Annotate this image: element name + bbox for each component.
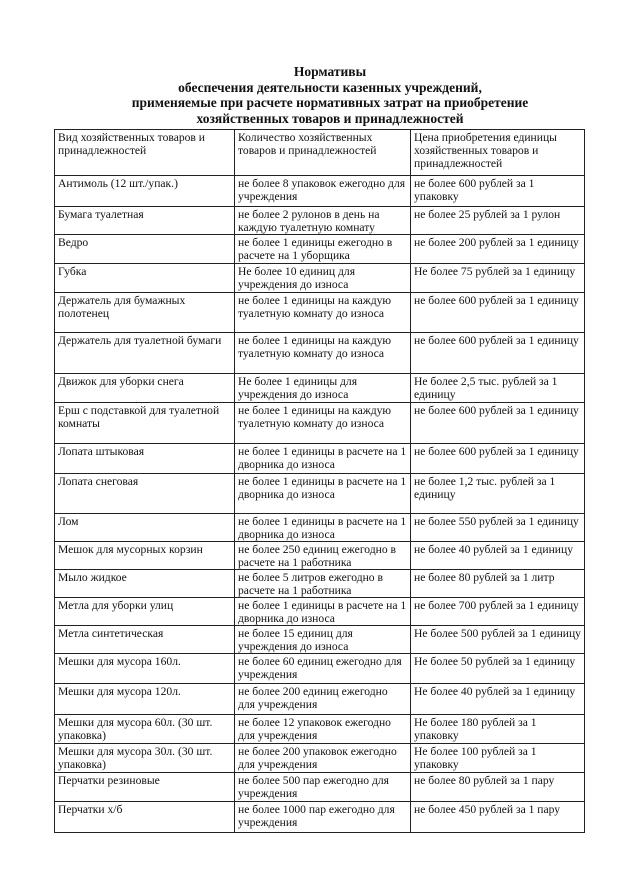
- cell-quantity: не более 1000 пар ежегодно для учреждения: [235, 802, 411, 833]
- document-title: [60, 64, 600, 126]
- table-row: [55, 684, 585, 715]
- table-row: [55, 598, 585, 626]
- table-row: [55, 744, 585, 773]
- title-line: хозяйственных товаров и принадлежностей: [196, 110, 464, 126]
- cell-price: Не более 100 рублей за 1 упаковку: [411, 744, 585, 773]
- cell-price: не более 80 рублей за 1 пару: [411, 773, 585, 802]
- cell-price: не более 200 рублей за 1 единицу: [411, 235, 585, 264]
- cell-quantity: не более 1 единицы в расчете на 1 дворника до износа: [235, 598, 411, 626]
- norms-table: [54, 129, 585, 833]
- cell-item-type: Мешки для мусора 160л.: [55, 654, 235, 684]
- cell-quantity: не более 1 единицы на каждую туалетную комнату до износа: [235, 333, 411, 374]
- cell-quantity: не более 250 единиц ежегодно в расчете на 1 работника: [235, 542, 411, 570]
- cell-quantity: Не более 1 единицы для учреждения до износа: [235, 374, 411, 403]
- table-row: [55, 802, 585, 833]
- cell-price: не более 550 рублей за 1 единицу: [411, 514, 585, 542]
- cell-item-type: Движок для уборки снега: [55, 374, 235, 403]
- cell-price: не более 600 рублей за 1 единицу: [411, 403, 585, 444]
- table-row: [55, 235, 585, 264]
- table-row: [55, 542, 585, 570]
- table-row: [55, 264, 585, 293]
- cell-item-type: Лом: [55, 514, 235, 542]
- cell-quantity: не более 60 единиц ежегодно для учреждения: [235, 654, 411, 684]
- cell-quantity: не более 1 единицы на каждую туалетную комнату до износа: [235, 293, 411, 333]
- title-line: применяемые при расчете нормативных затрат на приобретение: [131, 95, 529, 110]
- cell-item-type: Мешки для мусора 120л.: [55, 684, 235, 715]
- cell-price: не более 600 рублей за 1 единицу: [411, 333, 585, 374]
- table-row: [55, 374, 585, 403]
- table-row: [55, 474, 585, 514]
- cell-quantity: не более 5 литров ежегодно в расчете на 1 работника: [235, 570, 411, 598]
- cell-price: Не более 2,5 тыс. рублей за 1 единицу: [411, 374, 585, 403]
- cell-item-type: Ведро: [55, 235, 235, 264]
- cell-quantity: не более 200 упаковок ежегодно для учреждения: [235, 744, 411, 773]
- column-header-price: Цена приобретения единицы хозяйственных товаров и принадлежностей: [411, 130, 585, 176]
- cell-quantity: Не более 10 единиц для учреждения до износа: [235, 264, 411, 293]
- cell-item-type: Мешки для мусора 30л. (30 шт. упаковка): [55, 744, 235, 773]
- cell-price: не более 600 рублей за 1 единицу: [411, 293, 585, 333]
- cell-quantity: не более 1 единицы ежегодно в расчете на 1 уборщика: [235, 235, 411, 264]
- table-row: [55, 207, 585, 235]
- table-row: [55, 514, 585, 542]
- cell-price: не более 450 рублей за 1 пару: [411, 802, 585, 833]
- cell-price: не более 25 рублей за 1 рулон: [411, 207, 585, 235]
- cell-price: не более 1,2 тыс. рублей за 1 единицу: [411, 474, 585, 514]
- cell-item-type: Перчатки резиновые: [55, 773, 235, 802]
- cell-item-type: Метла для уборки улиц: [55, 598, 235, 626]
- cell-item-type: Лопата штыковая: [55, 444, 235, 474]
- table-row: [55, 293, 585, 333]
- cell-price: не более 700 рублей за 1 единицу: [411, 598, 585, 626]
- cell-quantity: не более 200 единиц ежегодно для учреждения: [235, 684, 411, 715]
- cell-item-type: Держатель для туалетной бумаги: [55, 333, 235, 374]
- table-row: [55, 444, 585, 474]
- cell-item-type: Перчатки х/б: [55, 802, 235, 833]
- cell-quantity: не более 1 единицы на каждую туалетную комнату до износа: [235, 403, 411, 444]
- table-row: [55, 654, 585, 684]
- cell-price: Не более 500 рублей за 1 единицу: [411, 626, 585, 654]
- cell-item-type: Держатель для бумажных полотенец: [55, 293, 235, 333]
- cell-quantity: не более 8 упаковок ежегодно для учреждения: [235, 176, 411, 207]
- column-header-item-type: Вид хозяйственных товаров и принадлежностей: [55, 130, 235, 176]
- table-body: [55, 176, 585, 833]
- cell-item-type: Мешки для мусора 60л. (30 шт. упаковка): [55, 715, 235, 744]
- title-line: обеспечения деятельности казенных учреждений,: [178, 79, 482, 95]
- cell-item-type: Мыло жидкое: [55, 570, 235, 598]
- cell-price: не более 40 рублей за 1 единицу: [411, 542, 585, 570]
- cell-price: Не более 50 рублей за 1 единицу: [411, 654, 585, 684]
- cell-item-type: Ерш с подставкой для туалетной комнаты: [55, 403, 235, 444]
- cell-price: Не более 40 рублей за 1 единицу: [411, 684, 585, 715]
- cell-price: Не более 180 рублей за 1 упаковку: [411, 715, 585, 744]
- cell-price: Не более 75 рублей за 1 единицу: [411, 264, 585, 293]
- column-header-quantity: Количество хозяйственных товаров и принадлежностей: [235, 130, 411, 176]
- cell-quantity: не более 1 единицы в расчете на 1 дворника до износа: [235, 444, 411, 474]
- table-row: [55, 176, 585, 207]
- table-row: [55, 403, 585, 444]
- cell-quantity: не более 15 единиц для учреждения до износа: [235, 626, 411, 654]
- cell-quantity: не более 500 пар ежегодно для учреждения: [235, 773, 411, 802]
- cell-item-type: Метла синтетическая: [55, 626, 235, 654]
- cell-quantity: не более 1 единицы в расчете на 1 дворника до износа: [235, 514, 411, 542]
- cell-item-type: Бумага туалетная: [55, 207, 235, 235]
- title-line: Нормативы: [293, 64, 367, 79]
- table-row: [55, 773, 585, 802]
- table-row: [55, 715, 585, 744]
- table-header-row: [55, 130, 585, 176]
- cell-item-type: Губка: [55, 264, 235, 293]
- cell-price: не более 600 рублей за 1 упаковку: [411, 176, 585, 207]
- table-row: [55, 333, 585, 374]
- cell-price: не более 80 рублей за 1 литр: [411, 570, 585, 598]
- cell-price: не более 600 рублей за 1 единицу: [411, 444, 585, 474]
- cell-quantity: не более 1 единицы в расчете на 1 дворника до износа: [235, 474, 411, 514]
- cell-quantity: не более 2 рулонов в день на каждую туалетную комнату: [235, 207, 411, 235]
- cell-item-type: Мешок для мусорных корзин: [55, 542, 235, 570]
- table-row: [55, 570, 585, 598]
- cell-quantity: не более 12 упаковок ежегодно для учреждения: [235, 715, 411, 744]
- table-row: [55, 626, 585, 654]
- cell-item-type: Антимоль (12 шт./упак.): [55, 176, 235, 207]
- cell-item-type: Лопата снеговая: [55, 474, 235, 514]
